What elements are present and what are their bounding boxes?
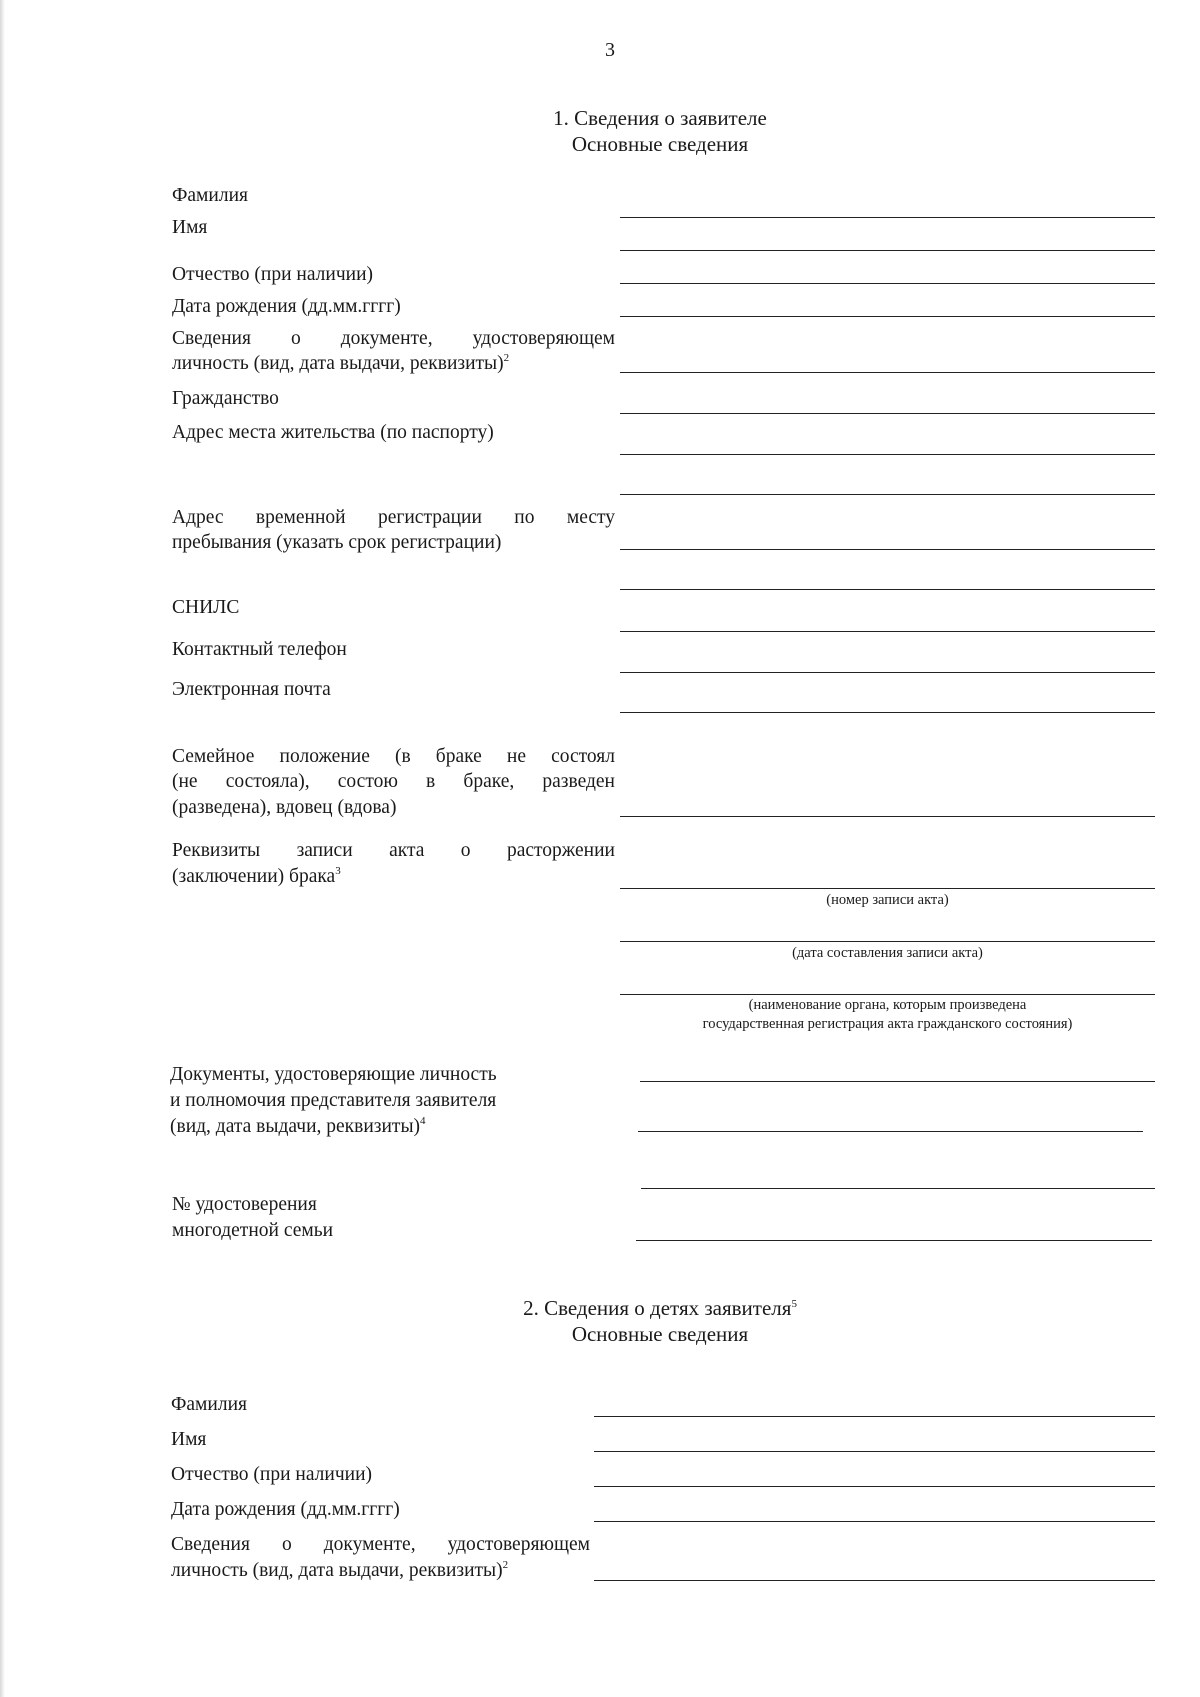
child-birth-date-field[interactable]	[594, 1521, 1155, 1522]
phone-field[interactable]	[620, 672, 1155, 673]
child-name-field[interactable]	[594, 1451, 1155, 1452]
section1-subtitle: Основные сведения	[571, 132, 749, 156]
footnote-ref: 2	[503, 352, 510, 364]
act-date-field[interactable]	[620, 941, 1155, 942]
citizenship-field[interactable]	[620, 413, 1155, 414]
section2-title: 2. Сведения о детях заявителя$^5$	[523, 1296, 797, 1320]
act-authority-caption-2: государственная регистрация акта гражданского состояния)	[702, 1016, 1073, 1032]
child-label-id-doc-line1: Сведения о документе, удостоверяющем	[171, 1534, 590, 1555]
marital-status-field[interactable]	[620, 816, 1155, 817]
surname-field[interactable]	[620, 217, 1155, 218]
rep-docs-field-1[interactable]	[640, 1081, 1155, 1082]
child-patronymic-field[interactable]	[594, 1486, 1155, 1487]
label-temp-reg-line2: пребывания (указать срок регистрации)	[172, 532, 502, 553]
page-number: 3	[605, 39, 615, 61]
label-patronymic: Отчество (при наличии)	[172, 264, 374, 285]
snils-field[interactable]	[620, 631, 1155, 632]
section2-subtitle: Основные сведения	[571, 1322, 749, 1346]
act-authority-field[interactable]	[620, 994, 1155, 995]
child-label-birth-date: Дата рождения (дд.мм.гггг)	[171, 1499, 400, 1520]
footnote-ref: 5	[791, 1298, 797, 1310]
label-id-doc-line2: личность (вид, дата выдачи, реквизиты)$^2$	[172, 352, 510, 374]
residence-address-field-2[interactable]	[620, 494, 1155, 495]
label-marital-line3: (разведена), вдовец (вдова)	[172, 797, 397, 818]
id-doc-field[interactable]	[620, 372, 1155, 373]
label-rep-docs-line3: (вид, дата выдачи, реквизиты)$^4$	[170, 1115, 426, 1137]
label-act-line1: Реквизиты записи акта о расторжении	[172, 840, 615, 861]
child-id-doc-field[interactable]	[594, 1580, 1155, 1581]
label-large-family-line1: № удостоверения	[172, 1194, 317, 1215]
name-field[interactable]	[620, 250, 1155, 251]
act-number-caption: (номер записи акта)	[826, 892, 949, 908]
large-family-cert-field[interactable]	[636, 1240, 1152, 1241]
section1-title: 1. Сведения о заявителе	[553, 106, 767, 130]
label-id-doc-line1: Сведения о документе, удостоверяющем	[172, 328, 615, 349]
label-marital-line1: Семейное положение (в браке не состоял	[172, 746, 615, 767]
rep-docs-field-3[interactable]	[641, 1188, 1155, 1189]
child-surname-field[interactable]	[594, 1416, 1155, 1417]
residence-address-field-1[interactable]	[620, 454, 1155, 455]
label-rep-docs-line2: и полномочия представителя заявителя	[170, 1090, 497, 1111]
label-email: Электронная почта	[172, 679, 331, 700]
label-act-line2: (заключении) брака$^3$	[172, 865, 341, 887]
label-large-family-line2: многодетной семьи	[172, 1220, 334, 1241]
child-label-name: Имя	[171, 1429, 207, 1450]
label-rep-docs-line1: Документы, удостоверяющие личность	[170, 1064, 497, 1085]
footnote-ref: 3	[335, 865, 341, 877]
temp-reg-field-1[interactable]	[620, 549, 1155, 550]
patronymic-field[interactable]	[620, 283, 1155, 284]
child-label-surname: Фамилия	[171, 1394, 247, 1415]
label-phone: Контактный телефон	[172, 639, 347, 660]
label-surname: Фамилия	[172, 185, 248, 206]
child-label-id-doc-line2: личность (вид, дата выдачи, реквизиты)$^2$	[171, 1559, 509, 1581]
birth-date-field[interactable]	[620, 316, 1155, 317]
scan-edge-shadow	[0, 0, 5, 1697]
label-birth-date: Дата рождения (дд.мм.гггг)	[172, 296, 401, 317]
footnote-ref: 2	[502, 1559, 509, 1571]
label-citizenship: Гражданство	[172, 388, 279, 409]
child-label-patronymic: Отчество (при наличии)	[171, 1464, 373, 1485]
email-field[interactable]	[620, 712, 1155, 713]
label-name: Имя	[172, 217, 208, 238]
label-residence-address: Адрес места жительства (по паспорту)	[172, 422, 494, 443]
act-date-caption: (дата составления записи акта)	[792, 945, 983, 961]
temp-reg-field-2[interactable]	[620, 589, 1155, 590]
label-marital-line2: (не состояла), состою в браке, разведен	[172, 771, 615, 792]
act-number-field[interactable]	[620, 888, 1155, 889]
footnote-ref: 4	[420, 1115, 426, 1127]
rep-docs-field-2[interactable]	[638, 1131, 1143, 1132]
label-snils: СНИЛС	[172, 597, 240, 618]
label-temp-reg-line1: Адрес временной регистрации по месту	[172, 507, 615, 528]
act-authority-caption-1: (наименование органа, которым произведена	[748, 997, 1027, 1013]
